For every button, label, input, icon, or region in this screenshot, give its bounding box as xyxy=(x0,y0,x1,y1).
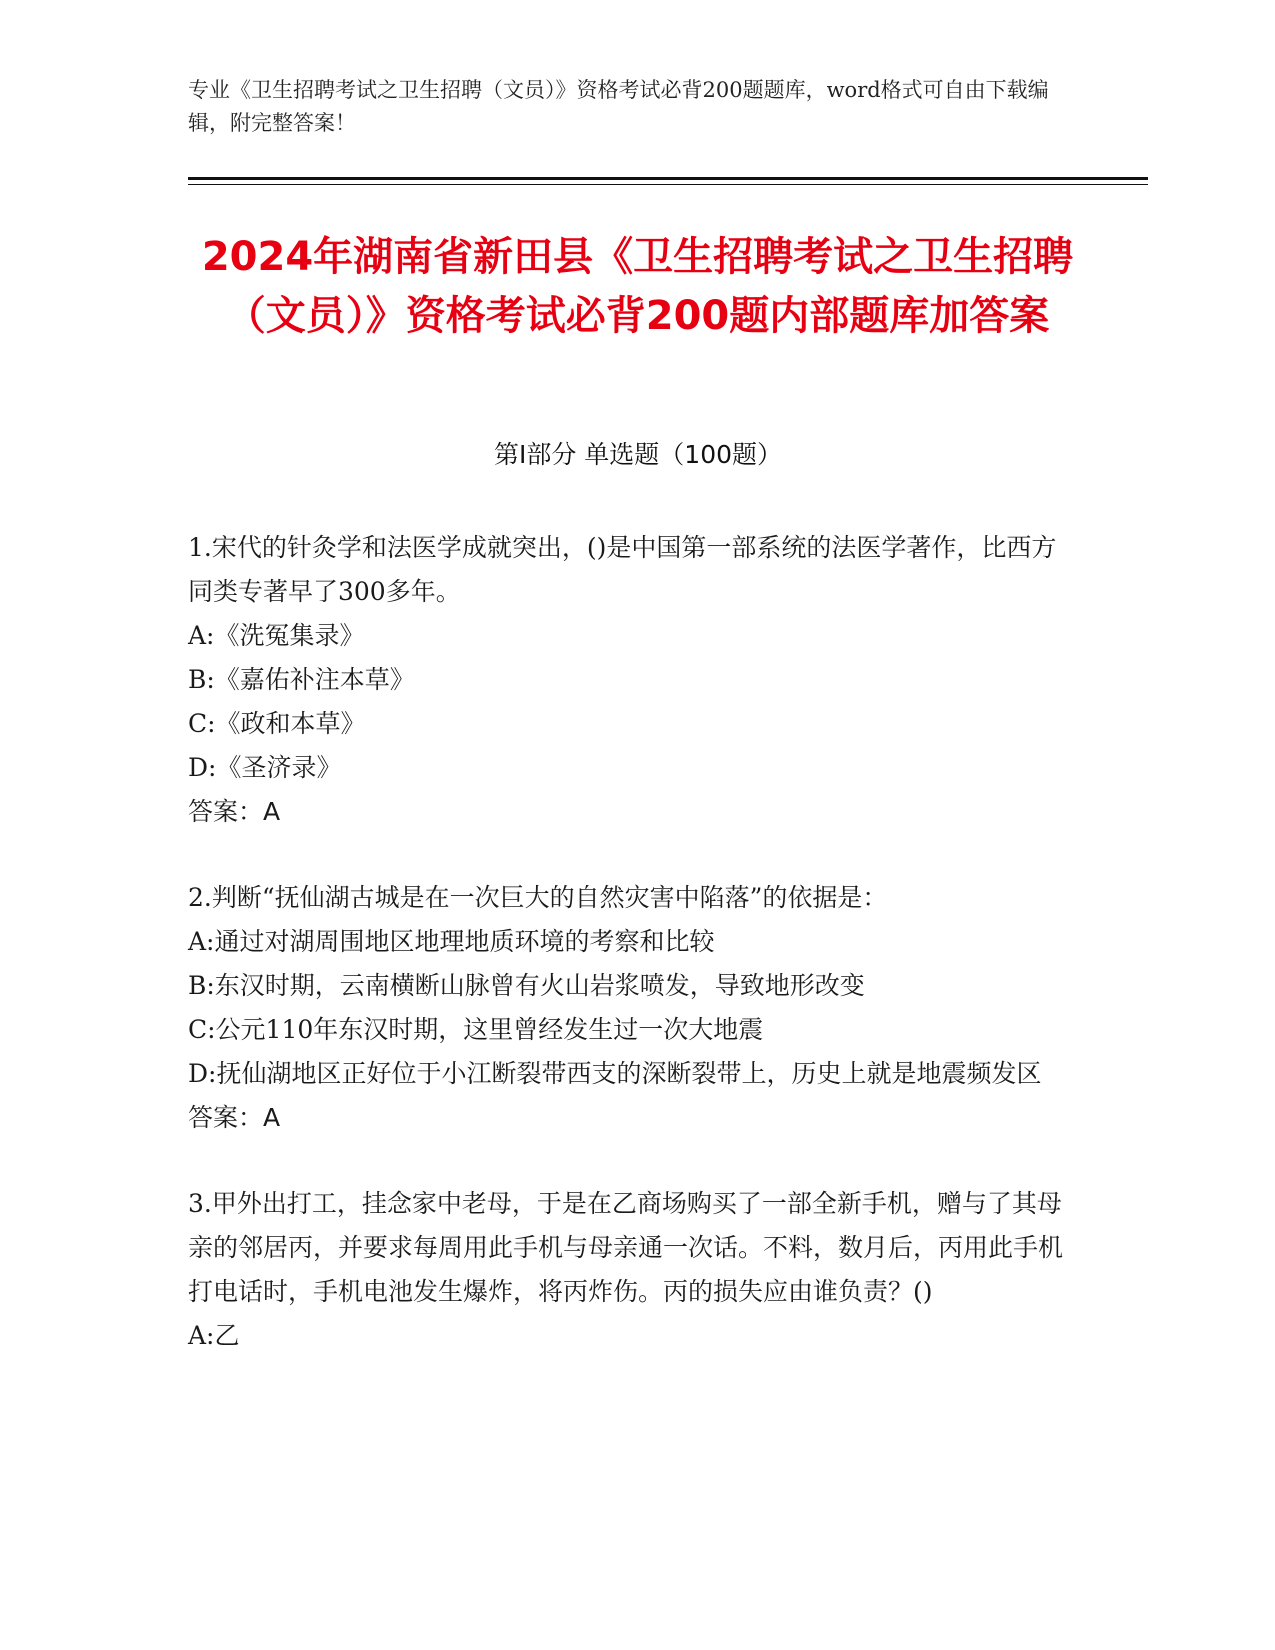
option-c: C:公元110年东汉时期，这里曾经发生过一次大地震 xyxy=(188,1015,764,1044)
answer: 答案：A xyxy=(188,797,281,826)
option-c: C:《政和本草》 xyxy=(188,709,366,738)
question-3 xyxy=(188,1182,1078,1358)
option-d: D:抚仙湖地区正好位于小江断裂带西支的深断裂带上，历史上就是地震频发区 xyxy=(188,1059,1042,1088)
question-text: 2.判断“抚仙湖古城是在一次巨大的自然灾害中陷落”的依据是： xyxy=(188,883,888,912)
question-2 xyxy=(188,876,1078,1140)
option-a: A:乙 xyxy=(188,1321,240,1350)
header-rule-thick xyxy=(188,177,1148,180)
document-title: 2024年湖南省新田县《卫生招聘考试之卫生招聘（文员）》资格考试必背200题内部题库加答案 xyxy=(201,234,1074,339)
option-b: B:东汉时期，云南横断山脉曾有火山岩浆喷发，导致地形改变 xyxy=(188,971,865,1000)
answer: 答案：A xyxy=(188,1103,281,1132)
option-a: A:《洗冤集录》 xyxy=(188,621,365,650)
header-note: 专业《卫生招聘考试之卫生招聘（文员）》资格考试必背200题题库，word格式可自由下载编辑，附完整答案！ xyxy=(188,78,1049,135)
question-list xyxy=(188,526,1078,1400)
option-a: A:通过对湖周围地区地理地质环境的考察和比较 xyxy=(188,927,715,956)
question-1 xyxy=(188,526,1078,834)
section-heading: 第Ⅰ部分 单选题（100题） xyxy=(493,440,783,469)
option-d: D:《圣济录》 xyxy=(188,753,342,782)
question-text: 3.甲外出打工，挂念家中老母，于是在乙商场购买了一部全新手机，赠与了其母亲的邻居丙，并要求每周用此手机与母亲通一次话。不料，数月后，丙用此手机打电话时，手机电池发生爆炸，将丙炸伤。丙的损失应由谁负责？() xyxy=(188,1189,1064,1306)
option-b: B:《嘉佑补注本草》 xyxy=(188,665,415,694)
header-rule-thin xyxy=(188,184,1148,185)
question-text: 1.宋代的针灸学和法医学成就突出，()是中国第一部系统的法医学著作，比西方同类专著早了300多年。 xyxy=(188,533,1057,606)
